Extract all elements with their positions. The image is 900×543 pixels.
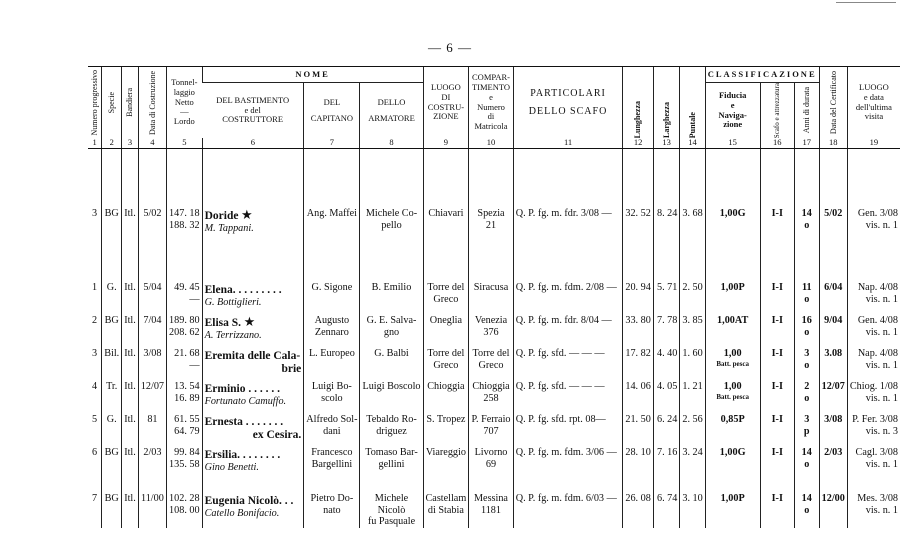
row-data-certificato: 12/07: [819, 378, 847, 411]
row-data-costruzione: 5/02: [138, 205, 166, 279]
row-specie: Bil.: [102, 345, 122, 378]
row-puntale: 3. 24: [680, 444, 705, 490]
row-bandiera: Itl.: [122, 279, 139, 312]
row-anni: 3 o: [794, 345, 819, 378]
row-bandiera: Itl.: [122, 490, 139, 528]
row-lunghezza: 17. 82: [623, 345, 653, 378]
ship-name-cont: brie: [281, 363, 302, 376]
row-bastimento: [202, 205, 304, 279]
row-lunghezza: 26. 08: [623, 490, 653, 528]
row-luogo-visita: P. Fer. 3/08 vis. n. 3: [847, 411, 900, 444]
row-fiducia: 0,85P: [705, 411, 760, 444]
row-armatore: G. E. Salva- gno: [360, 312, 423, 345]
row-lunghezza: 21. 50: [623, 411, 653, 444]
row-capitano: Francesco Bargellini: [304, 444, 360, 490]
row-specie: BG: [102, 490, 122, 528]
row-anni: 14 o: [794, 444, 819, 490]
row-luogo-costruzione: Oneglia: [423, 312, 469, 345]
row-fiducia: 1,00P: [705, 490, 760, 528]
row-scafo: I-I: [760, 205, 794, 279]
row-specie: BG: [102, 205, 122, 279]
ship-name: Ernesta . . . . . . .: [204, 415, 284, 428]
row-data-certificato: 2/03: [819, 444, 847, 490]
row-number: 1: [92, 281, 98, 293]
row-luogo-visita: Cagl. 3/08 vis. n. 1: [847, 444, 900, 490]
row-capitano: G. Sigone: [304, 279, 360, 312]
row-puntale: 3. 10: [680, 490, 705, 528]
header-fiducia: Fiducia e Naviga- zione: [705, 83, 760, 139]
row-specie: G.: [102, 279, 122, 312]
row-tonnellaggio: 99. 84 135. 58: [167, 444, 203, 490]
row-bandiera: Itl.: [122, 444, 139, 490]
table-row: [88, 279, 900, 312]
header-puntale: Puntale: [687, 111, 697, 139]
row-fiducia: 1,00 Batt. pesca: [705, 378, 760, 411]
row-data-certificato: 12/00: [819, 490, 847, 528]
row-bastimento: [202, 378, 304, 411]
star-icon: ★: [241, 206, 253, 222]
row-armatore: Tebaldo Ro- driguez: [360, 411, 423, 444]
builder-name: M. Tappani.: [204, 223, 254, 235]
row-data-costruzione: 3/08: [138, 345, 166, 378]
builder-name: Fortunato Camuffo.: [204, 396, 287, 408]
row-puntale: 3. 85: [680, 312, 705, 345]
row-specie: BG: [102, 312, 122, 345]
row-larghezza: 7. 78: [653, 312, 680, 345]
row-anni: 3 p: [794, 411, 819, 444]
row-bastimento: [202, 444, 304, 490]
column-number-row: 1 2 3 4 5 6 7 8 9 10 11 12 13 14 15 16 17 18 19: [88, 138, 900, 148]
row-lunghezza: 28. 10: [623, 444, 653, 490]
row-larghezza: 8. 24: [653, 205, 680, 279]
header-particolari: PARTICOLARI DELLO SCAFO: [513, 67, 623, 139]
row-puntale: 1. 21: [680, 378, 705, 411]
row-bandiera: Itl.: [122, 312, 139, 345]
row-particolari: Q. P. fg. m. fdm. 6/03 —: [513, 490, 623, 528]
row-luogo-costruzione: Chioggia: [423, 378, 469, 411]
row-particolari: Q. P. fg. sfd. — — —: [513, 345, 623, 378]
row-specie: Tr.: [102, 378, 122, 411]
header-data-certificato: Data del Certificato: [828, 71, 838, 135]
row-data-costruzione: 2/03: [138, 444, 166, 490]
row-data-certificato: 5/02: [819, 205, 847, 279]
row-tonnellaggio: 102. 28 108. 00: [167, 490, 203, 528]
star-icon: ★: [243, 313, 256, 329]
row-number: 4: [92, 380, 98, 392]
row-compartimento: Siracusa: [469, 279, 513, 312]
row-luogo-costruzione: S. Tropez: [423, 411, 469, 444]
header-bastimento: DEL BASTIMENTO e del COSTRUTTORE: [216, 94, 290, 125]
row-scafo: I-I: [760, 345, 794, 378]
ship-name: Elena. . . . . . . . .: [204, 283, 282, 296]
header-numero: Numero progressivo: [90, 69, 99, 136]
row-capitano: L. Europeo: [304, 345, 360, 378]
header-classificazione-group: CLASSIFICAZIONE: [705, 67, 819, 83]
row-bandiera: Itl.: [122, 411, 139, 444]
row-data-certificato: 3/08: [819, 411, 847, 444]
ship-name: Eremita delle Cala-: [204, 349, 301, 362]
table-row: [88, 444, 900, 490]
row-bastimento: [202, 345, 304, 378]
row-luogo-costruzione: Viareggio: [423, 444, 469, 490]
page-number: — 6 —: [428, 40, 472, 55]
row-anni: 2 o: [794, 378, 819, 411]
row-number: 7: [92, 492, 98, 504]
row-scafo: I-I: [760, 279, 794, 312]
row-anni: 14 o: [794, 205, 819, 279]
row-data-certificato: 6/04: [819, 279, 847, 312]
row-tonnellaggio: 21. 68 —: [167, 345, 203, 378]
row-anni: 11 o: [794, 279, 819, 312]
ship-name: Elisa S.: [204, 316, 242, 329]
row-armatore: G. Balbi: [360, 345, 423, 378]
row-puntale: 3. 68: [680, 205, 705, 279]
row-armatore: Michele Co- pello: [360, 205, 423, 279]
row-particolari: Q. P. fg. sfd. rpt. 08—: [513, 411, 623, 444]
row-scafo: I-I: [760, 490, 794, 528]
row-scafo: I-I: [760, 312, 794, 345]
header-lunghezza: Lunghezza: [633, 100, 643, 139]
row-data-certificato: 3.08: [819, 345, 847, 378]
builder-name: Gino Benetti.: [204, 462, 259, 474]
table-row: [88, 490, 900, 528]
row-capitano: Alfredo Sol- dani: [304, 411, 360, 444]
row-fiducia: 1,00AT: [705, 312, 760, 345]
row-puntale: 2. 50: [680, 279, 705, 312]
row-larghezza: 6. 74: [653, 490, 680, 528]
row-fiducia: 1,00 Batt. pesca: [705, 345, 760, 378]
row-bandiera: Itl.: [122, 205, 139, 279]
row-capitano: Augusto Zennaro: [304, 312, 360, 345]
header-data-costruzione: Data di Costruzione: [147, 70, 157, 135]
row-fiducia: 1,00G: [705, 205, 760, 279]
row-luogo-costruzione: Castellam di Stabia: [423, 490, 469, 528]
row-data-costruzione: 11/00: [138, 490, 166, 528]
table-row: [88, 411, 900, 444]
builder-name: A. Terrizzano.: [204, 330, 262, 342]
row-bastimento: [202, 312, 304, 345]
row-larghezza: 4. 05: [653, 378, 680, 411]
ship-name: Doride: [204, 209, 239, 222]
row-compartimento: Venezia 376: [469, 312, 513, 345]
row-bastimento: [202, 490, 304, 528]
table-row: [88, 345, 900, 378]
row-larghezza: 4. 40: [653, 345, 680, 378]
row-number: 3: [92, 207, 98, 219]
row-armatore: Michele Nicolò fu Pasquale: [360, 490, 423, 528]
row-luogo-visita: Mes. 3/08 vis. n. 1: [847, 490, 900, 528]
row-lunghezza: 32. 52: [623, 205, 653, 279]
row-capitano: Luigi Bo- scolo: [304, 378, 360, 411]
row-lunghezza: 14. 06: [623, 378, 653, 411]
header-specie: Specie: [107, 91, 117, 114]
ship-name: Eugenia Nicolò. . .: [204, 494, 294, 507]
ship-name: Ersilia. . . . . . . .: [204, 448, 281, 461]
row-bastimento: [202, 411, 304, 444]
header-luogo-costruzione: LUOGO DI COSTRU- ZIONE: [423, 67, 469, 139]
row-lunghezza: 20. 94: [623, 279, 653, 312]
row-number: 5: [92, 413, 98, 425]
row-compartimento: Torre del Greco: [469, 345, 513, 378]
row-puntale: 2. 56: [680, 411, 705, 444]
header-scafo: Scafo e attrezzatura: [773, 83, 782, 139]
row-lunghezza: 33. 80: [623, 312, 653, 345]
row-scafo: I-I: [760, 411, 794, 444]
row-anni: 16 o: [794, 312, 819, 345]
row-anni: 14 o: [794, 490, 819, 528]
header-capitano: DEL CAPITANO: [304, 83, 360, 139]
row-larghezza: 7. 16: [653, 444, 680, 490]
header-luogo-visita: LUOGO e data dell'ultima visita: [847, 67, 900, 139]
row-particolari: Q. P. fg. m. fdm. 3/06 —: [513, 444, 623, 490]
row-capitano: Ang. Maffei: [304, 205, 360, 279]
row-data-certificato: 9/04: [819, 312, 847, 345]
header-armatore: DELLO ARMATORE: [360, 83, 423, 139]
row-particolari: Q. P. fg. m. fdm. 2/08 —: [513, 279, 623, 312]
header-compartimento: COMPAR- TIMENTO e Numero di Matricola: [469, 67, 513, 139]
row-data-costruzione: 81: [138, 411, 166, 444]
row-puntale: 1. 60: [680, 345, 705, 378]
row-armatore: B. Emilio: [360, 279, 423, 312]
row-bastimento: [202, 279, 304, 312]
row-compartimento: Messina 1181: [469, 490, 513, 528]
row-scafo: I-I: [760, 378, 794, 411]
row-luogo-costruzione: Chiavari: [423, 205, 469, 279]
row-tonnellaggio: 189. 80 208. 62: [167, 312, 203, 345]
header-tonnellaggio: Tonnel- laggio Netto — Lordo: [167, 67, 203, 139]
header-anni: Anni di durata: [802, 87, 812, 134]
row-compartimento: Chioggia 258: [469, 378, 513, 411]
table-row: [88, 312, 900, 345]
row-fiducia: 1,00P: [705, 279, 760, 312]
row-particolari: Q. P. fg. sfd. — — —: [513, 378, 623, 411]
row-armatore: Luigi Boscolo: [360, 378, 423, 411]
ship-name: Erminio . . . . . .: [204, 382, 280, 395]
ship-name-cont: ex Cesira.: [252, 429, 302, 442]
row-number: 6: [92, 446, 98, 458]
row-particolari: Q. P. fg. m. fdr. 3/08 —: [513, 205, 623, 279]
row-tonnellaggio: 147. 18 188. 32: [167, 205, 203, 279]
row-bandiera: Itl.: [122, 345, 139, 378]
table-row: [88, 378, 900, 411]
row-luogo-visita: Nap. 4/08 vis. n. 1: [847, 279, 900, 312]
header-nome-group: NOME: [202, 67, 423, 83]
row-luogo-visita: Chiog. 1/08 vis. n. 1: [847, 378, 900, 411]
top-rule: [836, 2, 896, 3]
row-tonnellaggio: 13. 54 16. 89: [167, 378, 203, 411]
row-fiducia: 1,00G: [705, 444, 760, 490]
builder-name: Catello Bonifacio.: [204, 508, 280, 520]
row-luogo-visita: Gen. 4/08 vis. n. 1: [847, 312, 900, 345]
row-tonnellaggio: 49. 45 —: [167, 279, 203, 312]
row-data-costruzione: 12/07: [138, 378, 166, 411]
row-larghezza: 5. 71: [653, 279, 680, 312]
row-data-costruzione: 7/04: [138, 312, 166, 345]
row-luogo-costruzione: Torre del Greco: [423, 279, 469, 312]
header-larghezza: Larghezza: [661, 102, 671, 139]
row-scafo: I-I: [760, 444, 794, 490]
ship-register-table: [88, 66, 900, 528]
row-number: 3: [92, 347, 98, 359]
row-compartimento: P. Ferraio 707: [469, 411, 513, 444]
row-compartimento: Spezia 21: [469, 205, 513, 279]
row-capitano: Pietro Do- nato: [304, 490, 360, 528]
row-luogo-costruzione: Torre del Greco: [423, 345, 469, 378]
row-data-costruzione: 5/04: [138, 279, 166, 312]
row-armatore: Tomaso Bar- gellini: [360, 444, 423, 490]
row-larghezza: 6. 24: [653, 411, 680, 444]
builder-name: G. Bottiglieri.: [204, 297, 262, 309]
header-bandiera: Bandiera: [125, 88, 135, 118]
row-specie: BG: [102, 444, 122, 490]
row-number: 2: [92, 314, 98, 326]
row-tonnellaggio: 61. 55 64. 79: [167, 411, 203, 444]
table-row: [88, 205, 900, 279]
row-particolari: Q. P. fg. m. fdr. 8/04 —: [513, 312, 623, 345]
row-luogo-visita: Gen. 3/08 vis. n. 1: [847, 205, 900, 279]
row-specie: G.: [102, 411, 122, 444]
row-compartimento: Livorno 69: [469, 444, 513, 490]
row-bandiera: Itl.: [122, 378, 139, 411]
row-luogo-visita: Nap. 4/08 vis. n. 1: [847, 345, 900, 378]
